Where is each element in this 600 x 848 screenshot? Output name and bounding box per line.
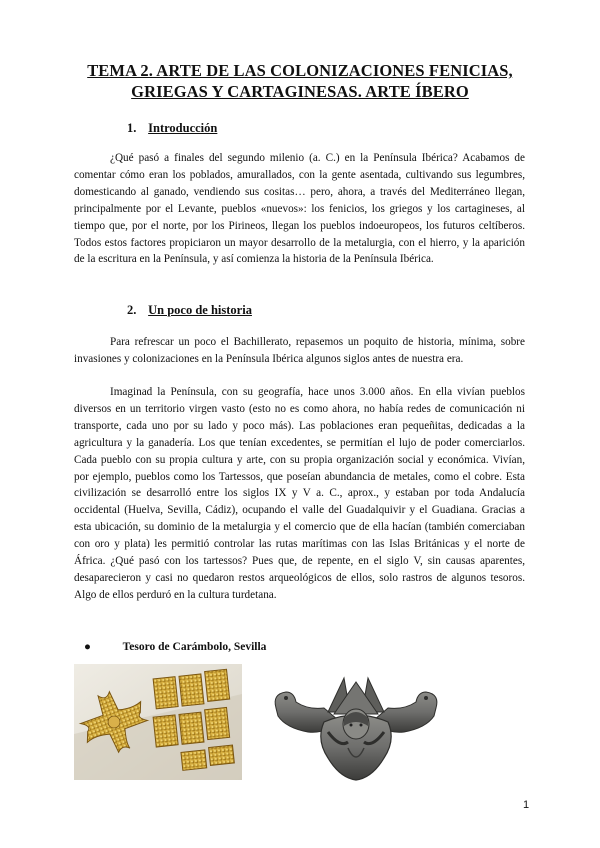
section-number: 1. <box>127 121 137 135</box>
title-line-2: GRIEGAS Y CARTAGINESAS. ARTE ÍBERO <box>131 82 469 101</box>
bullet-item-carambolo <box>84 641 266 653</box>
bronze-goddess-birds-image <box>268 668 444 782</box>
section-heading-text: Un poco de historia <box>148 303 252 317</box>
page-number: 1 <box>523 799 530 811</box>
section-heading-historia <box>127 303 252 318</box>
section-heading-text: Introducción <box>148 121 218 135</box>
document-title <box>60 60 540 102</box>
bullet-text: Tesoro de Carámbolo, Sevilla <box>122 641 267 653</box>
bullet-icon: ● <box>84 641 91 653</box>
paragraph-introduccion: ¿Qué pasó a finales del segundo milenio (a. C.) en la Península Ibérica? Acabamos de comentar cómo eran los poblados, amurallados, con la gente asentada, cultivando sus legumbres, domesticando al ganado, vendiendo sus cositas… pero, ahora, a través del Mediterráneo llegan, principalmente por el Levante, pueblos «nuevos»: los fenicios, los griegos y los cartagineses, al tiempo que, por el norte, por los Pirineos, llegan los pueblos indoeuropeos, los futuros celtíberos. Todos estos factores propiciaron un mayor desarrollo de la metalurgia, con el hierro, y la aparición de la escritura en la Península, y así comienza la historia de la Península Ibérica. <box>74 152 525 266</box>
paragraph-historia-2: Imaginad la Península, con su geografía, hace unos 3.000 años. En ella vivían pueblos diversos en un territorio virgen vasto (esto no es como ahora, no había redes de comunicación ni transporte, cada uno por su lado y poco más). Las poblaciones eran pequeñitas, dedicadas a la agricultura y la ganadería. Los que tenían excedentes, se permitían el lujo de poder comerciarlos. Cada pueblo con su propia cultura y arte, con su propia organización social y económica. Vivían, por ejemplo, pueblos como los Tartessos, que poseían abundancia de metales, como el cobre. Esta civilización se desarrolló entre los siglos IX y V a. C., aprox., y estaban por toda Andalucía occidental (Huelva, Sevilla, Cádiz), ocupando el valle del Guadalquivir y el Guadiana. Gracias a esta ubicación, su dominio de la metalurgia y el comercio que de ella hacían (también comerciaban con oro y plata) les permitió controlar las rutas marítimas con las Islas Británicas y el norte de África. ¿Qué pasó con los tartessos? Pues que, de repente, en el siglo V, sin causas aparentes, desaparecieron y casi no quedaron restos arqueológicos de ellos, solo rastros de algunos tesoros. Algo de ellos perduró en la cultura turdetana. <box>74 386 525 601</box>
section-heading-introduccion <box>127 121 217 136</box>
section-number: 2. <box>127 303 137 317</box>
paragraph-historia-1: Para refrescar un poco el Bachillerato, repasemos un poquito de historia, mínima, sobre invasiones y colonizaciones en la Península Ibérica algunos siglos antes de nuestra era. <box>74 336 525 365</box>
title-line-1: TEMA 2. ARTE DE LAS COLONIZACIONES FENICIAS, <box>87 61 513 80</box>
carambolo-gold-treasure-image <box>74 664 242 780</box>
